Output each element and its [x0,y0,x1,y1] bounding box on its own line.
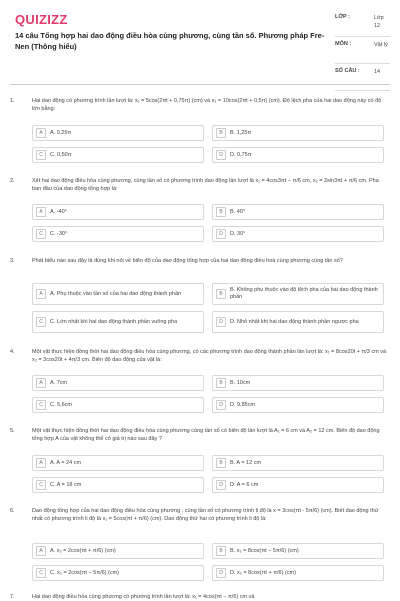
option-d[interactable] [212,477,384,493]
option-c[interactable] [32,565,204,581]
option-label: A. Phụ thuộc vào tần số của hai dao động thành phần [50,290,182,297]
question-number: 6. [10,508,15,514]
option-b[interactable] [212,455,384,471]
option-label: B. A = 12 cm [230,459,262,466]
option-letter: C [36,400,46,410]
option-label: D. Nhỏ nhất khi hai dao động thành phần ngược pha [230,318,359,325]
question-number: 1. [10,98,15,104]
divider [10,84,390,85]
meta-key: MÔN : [335,41,352,47]
option-d[interactable] [212,147,384,163]
option-d[interactable] [212,397,384,413]
option-letter: A [36,207,46,217]
option-a[interactable] [32,283,204,305]
option-label: D. 9,85cm [230,401,256,408]
option-label: D. x₂ = 8cos(πt + π/6) (cm) [230,569,296,576]
option-d[interactable] [212,565,384,581]
option-label: D. A = 6 cm [230,481,259,488]
option-d[interactable] [212,226,384,242]
meta-value: Lớp 12 [374,15,384,29]
option-a[interactable] [32,543,204,559]
question-number: 2. [10,178,15,184]
option-letter: C [36,480,46,490]
option-letter: C [36,317,46,327]
option-label: D. 0,75π [230,151,252,158]
option-label: B. 40° [230,208,246,215]
option-c[interactable] [32,397,204,413]
option-letter: B [216,458,226,468]
option-b[interactable] [212,283,384,305]
option-a[interactable] [32,204,204,220]
meta-key: SỐ CÂU : [335,68,360,74]
option-label: A. 7cm [50,379,68,386]
meta-key: LỚP : [335,14,350,20]
meta-value: Vật lý [374,42,388,48]
option-letter: D [216,317,226,327]
question-number: 7. [10,594,15,600]
option-letter: D [216,229,226,239]
option-label: C. Lớn nhất khi hai dao động thành phần vuông pha [50,318,178,325]
option-label: A. A = 24 cm [50,459,82,466]
option-letter: D [216,568,226,578]
option-letter: D [216,400,226,410]
option-c[interactable] [32,147,204,163]
option-letter: B [216,289,226,299]
option-letter: D [216,480,226,490]
question-2 [10,177,390,207]
question-number: 3. [10,258,15,264]
option-label: D. 30° [230,230,246,237]
option-c[interactable] [32,311,204,333]
option-a[interactable] [32,455,204,471]
meta-panel [335,10,390,91]
question-5 [10,427,390,451]
question-text: Hai dao động điều hòa cùng phương có phương trình lần lượt là: x₁ = 4cos(πt − π/6) cm và [32,594,255,600]
option-b[interactable] [212,125,384,141]
option-letter: B [216,207,226,217]
option-letter: C [36,150,46,160]
question-text: Một vật thực hiện đồng thời hai dao động điều hòa cùng phương, có các phương trình dao động thành phần lần lượt là: x₁ = 8cos20t + π/3 cm và x₂ = 3cos20t + 4π/3 cm. Biên độ dao động của vật là: [32,349,387,363]
option-b[interactable] [212,204,384,220]
option-letter: A [36,458,46,468]
option-letter: B [216,128,226,138]
option-b[interactable] [212,375,384,391]
meta-row-count [335,64,390,91]
option-letter: B [216,378,226,388]
option-c[interactable] [32,477,204,493]
option-label: B. x₂ = 8cos(πt − 5π/6) (cm) [230,547,299,554]
meta-row-subject [335,37,390,64]
question-3 [10,257,390,281]
meta-row-class [335,10,390,37]
option-label: A. x₂ = 2cos(πt + π/6) (cm) [50,547,116,554]
meta-value: 14 [374,69,381,75]
option-label: A. -40° [50,208,67,215]
option-label: C. A = 18 cm [50,481,82,488]
option-label: C. 0,50π [50,151,72,158]
option-label: B. 10cm [230,379,251,386]
question-text: Xét hai dao động điều hòa cùng phương, cùng tần số có phương trình dao động lần lượt là x₁ = 4cos3πt − π/6 cm, x₂ = 2sin3πt + π/6 cm. Pha ban đầu của dao động tổng hợp là: [32,178,379,192]
question-text: Phát biểu nào sau đây là đúng khi nói về biên độ của dao động tổng hợp của hai dao động điều hoà cùng phương cùng tần số? [32,258,343,264]
question-text: Một vật thực hiện đồng thời hai dao động điều hòa cùng phương cùng tần số có biên độ lần lượt là A₁ = 6 cm và A₂ = 12 cm. Biên độ dao động tổng hợp A của vật không thể có giá trị nào sau đây ? [32,428,380,442]
question-text: Dao động tổng hợp của hai dao động điều hòa cùng phương , cùng tần số có phương trình li độ là x = 3cos(πt - 5π/6) (cm). Biết dao động thứ nhất có phương trình li độ là x₁ = 5cos(πt + π/6) (cm). Dao động thứ hai có phương trình li độ là: [32,508,379,522]
option-letter: A [36,128,46,138]
option-letter: A [36,289,46,299]
option-b[interactable] [212,543,384,559]
option-letter: A [36,378,46,388]
option-c[interactable] [32,226,204,242]
option-label: C. 5,6cm [50,401,73,408]
question-6 [10,507,390,539]
question-number: 5. [10,428,15,434]
option-letter: D [216,150,226,160]
option-letter: A [36,546,46,556]
page-title: 14 câu Tổng hợp hai dao động điều hòa cùng phương, cùng tần số. Phương pháp Fre-Nen (Thông hiểu) [15,31,325,51]
option-letter: C [36,229,46,239]
option-letter: B [216,546,226,556]
option-a[interactable] [32,375,204,391]
question-4 [10,348,390,372]
logo: QUIZIZZ [15,12,68,27]
option-label: B. Không phụ thuộc vào độ lệch pha của hai dao động thành phần [230,287,378,300]
option-label: C. x₂ = 2cos(πt − 5π/6) (cm) [50,569,120,576]
question-number: 4. [10,349,15,355]
option-label: A. 0,25π [50,129,72,136]
option-a[interactable] [32,125,204,141]
option-letter: C [36,568,46,578]
option-label: B. 1,25π [230,129,252,136]
question-text: Hai dao động có phương trình lần lượt là: x₁ = 5cos(2πt + 0,75π) (cm) và x₂ = 10cos(2πt + 0,5π) (cm). Độ lệch pha của hai dao động này có độ lớn bằng: [32,98,382,112]
option-label: C. -30° [50,230,68,237]
option-d[interactable] [212,311,384,333]
